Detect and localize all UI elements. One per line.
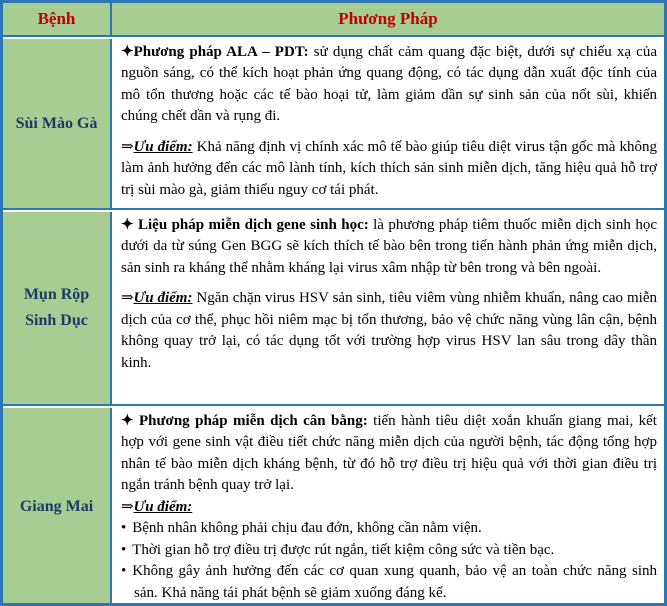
table-header-row	[3, 3, 664, 37]
advantage-bullet	[121, 540, 657, 561]
method-paragraph	[121, 411, 657, 497]
method-cell	[112, 39, 664, 208]
advantage-paragraph	[121, 497, 657, 518]
header-disease-label: Bệnh	[37, 8, 76, 28]
table-row	[3, 212, 664, 406]
advantage-bullet	[121, 561, 657, 604]
method-description: tiến hành tiêu diệt xoắn khuẩn giang mai, kết hợp với gene sinh vật điều tiết chức năng miễn dịch của người bệnh, tác động tổng hợp nhân tế bào miễn dịch kháng bệnh, từ đó hỗ trợ điều trị hiệu quả với thời gian điều trị ngắn tránh bệnh quay trở lại.	[121, 413, 657, 494]
disease-cell	[3, 39, 112, 208]
header-cell-disease	[3, 3, 112, 35]
bullet-icon: •	[121, 520, 127, 537]
method-cell	[112, 212, 664, 404]
disease-label: Sùi Mào Gà	[15, 114, 98, 132]
header-cell-method	[112, 3, 664, 35]
table-row	[3, 39, 664, 210]
method-paragraph	[121, 215, 657, 279]
diamond-icon: ✦	[121, 217, 134, 233]
table-row	[3, 408, 664, 605]
bullet-text: Thời gian hỗ trợ điều trị được rút ngắn, tiết kiệm công sức và tiền bạc.	[132, 541, 555, 558]
method-title: Liệu pháp miễn dịch gene sinh học:	[133, 217, 369, 233]
diamond-icon: ✦	[121, 413, 134, 429]
header-method-label: Phương Pháp	[338, 8, 438, 28]
disease-label: Giang Mai	[19, 497, 94, 515]
bullet-icon: •	[121, 563, 127, 580]
method-description: là phương pháp tiêm thuốc miễn dịch sinh học dưới da từ súng Gen BGG sẽ kích thích tế bào bên trong tiến hành phản ứng miễn dịch, sản sinh ra kháng thể nhằm kháng lại virus xâm nhập từ bên trong và bên ngoài.	[121, 217, 657, 276]
diamond-icon: ✦	[121, 44, 134, 60]
method-title: Phương pháp ALA – PDT:	[133, 44, 309, 60]
disease-cell	[3, 212, 112, 404]
advantage-bullet	[121, 518, 657, 539]
bullet-icon: •	[121, 541, 127, 558]
method-description: sử dụng chất cảm quang đặc biệt, dưới sự chiếu xạ của nguồn sáng, có thể kích hoạt phản ứng quang động, có tác dụng dẫn xuất độc tính của mô tổn thương hoặc các tế bào hoại tử, làm giảm dần sự sinh sản của nốt sùi, khiến chúng chết dần và rụng đi.	[121, 44, 657, 125]
advantage-label: Ưu điểm:	[133, 498, 193, 515]
bullet-text: Không gây ảnh hưởng đến các cơ quan xung quanh, bảo vệ an toàn chức năng sinh sản. Khả năng tái phát bệnh sẽ giảm xuống đáng kể.	[132, 563, 657, 601]
advantage-paragraph	[121, 288, 657, 374]
method-paragraph	[121, 42, 657, 128]
advantage-paragraph	[121, 137, 657, 201]
arrow-icon: ⇒	[121, 138, 134, 155]
arrow-icon: ⇒	[121, 290, 134, 307]
method-title: Phương pháp miễn dịch cân bằng:	[133, 413, 368, 429]
disease-label: Mụn Rộp Sinh Dục	[23, 286, 90, 329]
arrow-icon: ⇒	[121, 498, 134, 515]
bullet-text: Bệnh nhân không phải chịu đau đớn, không cần nằm viện.	[132, 520, 482, 537]
advantage-label: Ưu điểm:	[133, 138, 193, 155]
advantage-label: Ưu điểm:	[133, 290, 193, 307]
disease-cell	[3, 408, 112, 605]
advantage-text: Ngăn chặn virus HSV sản sinh, tiêu viêm vùng nhiễm khuẩn, nâng cao miễn dịch của cơ thể, phục hồi niêm mạc bị tổn thương, bảo vệ chức năng vùng lân cận, bệnh không quay trở lại, có tác dụng tốt với trường hợp virus HSV lan sâu trong dây thần kinh.	[121, 290, 657, 371]
method-cell	[112, 408, 664, 605]
advantage-text: Khả năng định vị chính xác mô tế bào giúp tiêu diệt virus tận gốc mà không làm ảnh hưởng đến các mô lành tính, kích thích sản sinh miễn dịch, tăng hiệu quả hỗ trợ trị sùi mào gà, giảm thiểu nguy cơ tái phát.	[121, 138, 657, 198]
